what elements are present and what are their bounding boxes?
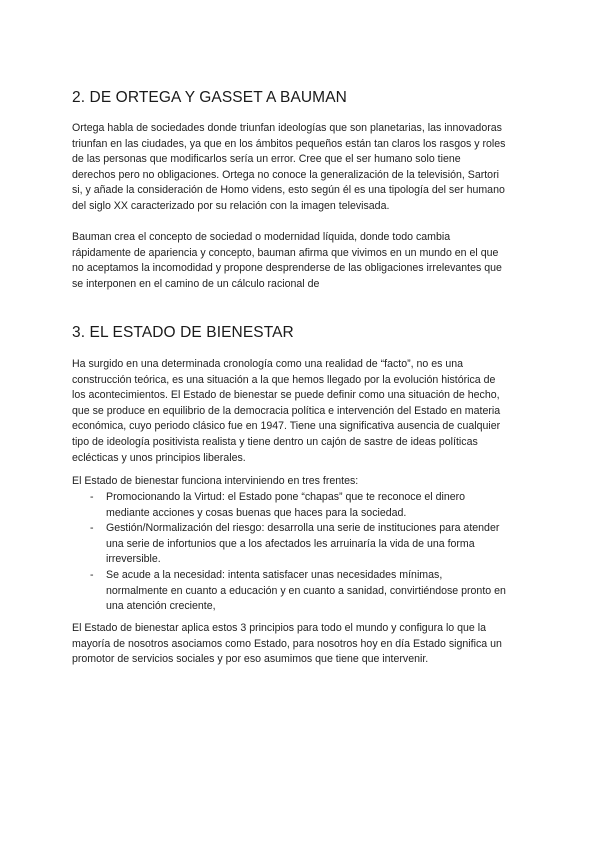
text-line: una serie de infortunios que a los afectados les arruinaría la vida de una forma bbox=[106, 537, 475, 550]
text-line: de las personas que modificarlos sería un error. Cree que el ser humano solo tiene bbox=[72, 153, 461, 166]
text-line: promotor de servicios sociales y por eso asumimos que tiene que intervenir. bbox=[72, 653, 429, 666]
text-line: del siglo XX caracterizado por su relación con la imagen televisada. bbox=[72, 199, 390, 212]
text-line: Se acude a la necesidad: intenta satisfacer unas necesidades mínimas, bbox=[106, 568, 443, 581]
text-line: mediante acciones y cosas buenas que haces para la sociedad. bbox=[106, 506, 407, 519]
bullet-item bbox=[72, 521, 542, 568]
section-2-paragraph-2 bbox=[72, 230, 532, 292]
text-line: normalmente en cuanto a educación y en cuanto a sanidad, convirtiéndose pronto en bbox=[106, 584, 506, 597]
section-3-title: 3. EL ESTADO DE BIENESTAR bbox=[72, 324, 294, 341]
text-line: Promocionando la Virtud: el Estado pone “chapas” que te reconoce el dinero bbox=[106, 491, 466, 503]
section-3-paragraph-1 bbox=[72, 357, 532, 466]
bullet-marker: - bbox=[90, 522, 94, 535]
section-3-paragraph-2 bbox=[72, 474, 532, 490]
text-line: que se produce en equilibrio de la democracia política e intervención del Estado en materia bbox=[72, 404, 501, 417]
text-line: rápidamente de apariencia y concepto, bauman afirma que vivimos en un mundo en el que bbox=[72, 246, 499, 259]
text-line: no aceptamos la incomodidad y propone desprenderse de las obligaciones irrelevantes que bbox=[72, 262, 502, 275]
text-line: construcción teórica, es una situación a la que hemos llegado por la evolución histórica de bbox=[72, 373, 496, 386]
bullet-marker: - bbox=[90, 491, 94, 503]
text-line: El Estado de bienestar funciona interviniendo en tres frentes: bbox=[72, 475, 359, 487]
section-2-paragraph-1 bbox=[72, 121, 532, 215]
text-line: una atención creciente, bbox=[106, 600, 216, 613]
text-line: mayoría de nosotros asociamos como Estado, para nosotros hoy en día Estado significa un bbox=[72, 637, 502, 650]
bullet-item bbox=[72, 490, 542, 521]
text-line: derechos pero no obligaciones. Ortega no conoce la generalización de la televisión, Sartori bbox=[72, 168, 499, 181]
text-line: los acontecimientos. El Estado de bienestar se puede definir como una situación de hecho, bbox=[72, 389, 500, 402]
text-line: irreversible. bbox=[106, 553, 161, 566]
text-line: Gestión/Normalización del riesgo: desarrolla una serie de instituciones para atender bbox=[106, 522, 500, 535]
text-line: El Estado de bienestar aplica estos 3 principios para todo el mundo y configura lo que la bbox=[72, 622, 486, 634]
text-line: eclécticas y unos principios liberales. bbox=[72, 451, 246, 464]
text-line: tipo de ideología positivista realista y tiene dentro un cajón de sastre de ideas políticas bbox=[72, 435, 478, 448]
bullet-marker: - bbox=[90, 568, 94, 581]
text-line: económica, cuyo periodo clásico fue en 1947. Tiene una significativa ausencia de cualquier bbox=[72, 420, 501, 433]
bullet-item bbox=[72, 568, 542, 615]
text-line: si, y añade la consideración de Homo videns, esto según él es una tipología del ser humano bbox=[72, 184, 505, 197]
text-line: Ortega habla de sociedades donde triunfan ideologías que son planetarias, las innovadoras bbox=[72, 122, 502, 134]
section-3-bullet-list bbox=[72, 490, 542, 615]
text-line: se interponen en el camino de un cálculo racional de bbox=[72, 277, 320, 290]
text-line: Bauman crea el concepto de sociedad o modernidad líquida, donde todo cambia bbox=[72, 231, 451, 243]
section-2-title: 2. DE ORTEGA Y GASSET A BAUMAN bbox=[72, 89, 347, 106]
section-3-paragraph-3 bbox=[72, 621, 532, 668]
text-line: triunfan en las ciudades, ya que en los ámbitos pequeños están tan claros los rasgos y roles bbox=[72, 137, 506, 150]
text-line: Ha surgido en una determinada cronología como una realidad de “facto”, no es una bbox=[72, 358, 464, 370]
